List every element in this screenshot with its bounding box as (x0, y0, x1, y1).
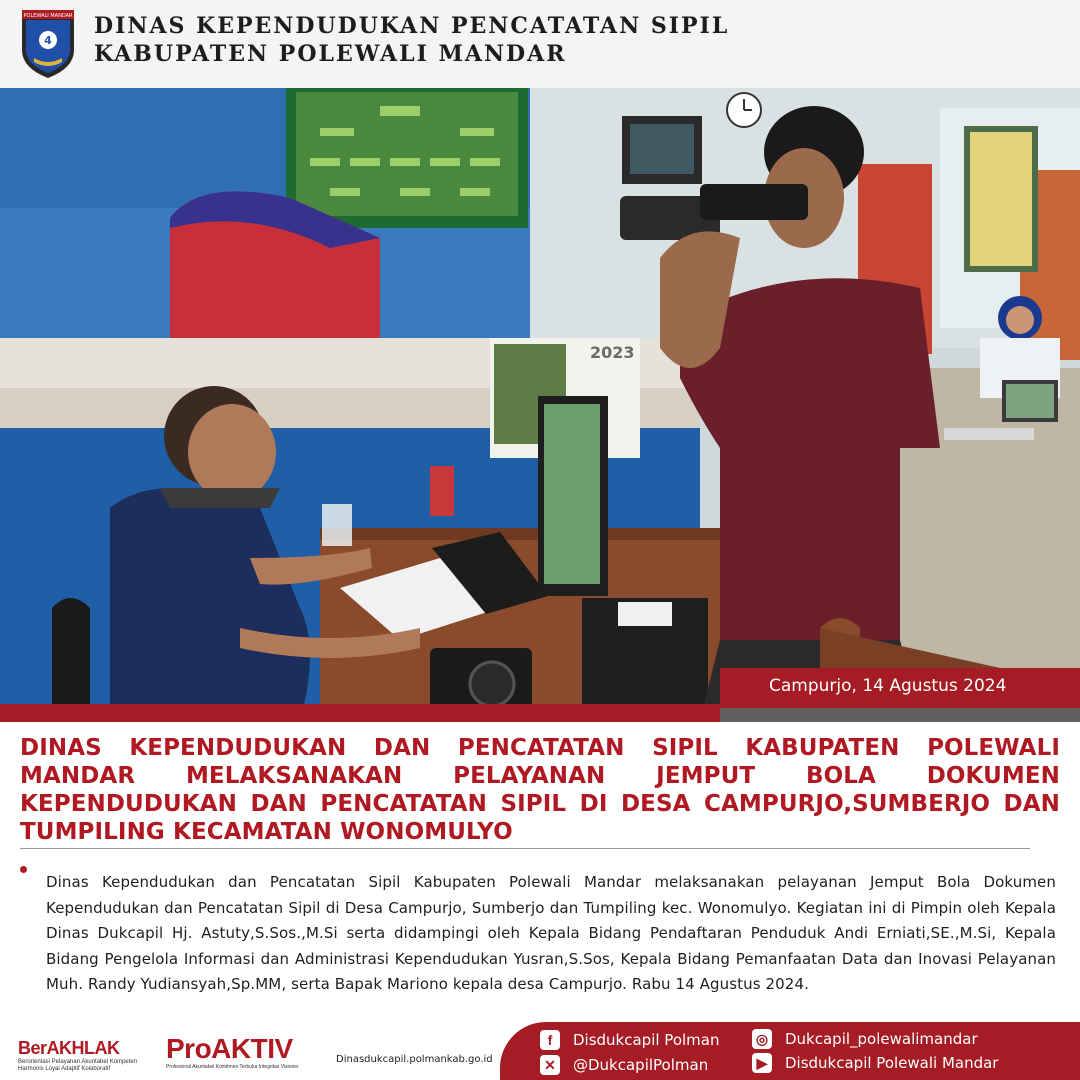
header-title-line2: KABUPATEN POLEWALI MANDAR (94, 41, 567, 67)
berakhlak-tagline: Berorientasi Pelayanan Akuntabel Kompeten Harmonis Loyal Adaptif Kolaboratif (18, 1059, 138, 1072)
proaktiv-tagline: Profesional Akuntabel Komitmen Terbuka Integritas Visioner (166, 1064, 299, 1070)
date-caption-bar (720, 668, 1080, 708)
divider (20, 848, 1030, 849)
instagram-link[interactable] (752, 1027, 978, 1051)
event-photo (0, 88, 1080, 720)
header-title-line1: DINAS KEPENDUDUKAN PENCATATAN SIPIL (94, 13, 730, 39)
calendar-year: 2023 (590, 343, 635, 362)
header (0, 0, 1080, 88)
accent-strip (0, 704, 720, 722)
youtube-handle: Disdukcapil Polewali Mandar (785, 1054, 999, 1072)
body-paragraph (46, 870, 1056, 1022)
headline-text: DINAS KEPENDUDUKAN DAN PENCATATAN SIPIL KABUPATEN POLEWALI MANDAR MELAKSANAKAN PELAYANAN JEMPUT BOLA DOKUMEN KEPENDUDUKAN DAN PENCATATAN SIPIL DI DESA CAMPURJO,SUMBERJO DAN TUMPILING KECAMATAN WONOMULYO (20, 735, 1060, 845)
x-handle: @DukcapilPolman (573, 1056, 709, 1074)
footer-logos (0, 1024, 520, 1080)
svg-text:4: 4 (44, 34, 52, 47)
instagram-icon: ◎ (752, 1029, 772, 1049)
proaktiv-logo (166, 1034, 299, 1070)
social-bar (500, 1022, 1080, 1080)
crest-logo (18, 6, 78, 80)
accent-strip-grey (720, 708, 1080, 722)
instagram-handle: Dukcapil_polewalimandar (785, 1030, 978, 1048)
x-link[interactable] (540, 1053, 708, 1077)
proaktiv-word: ProAKTIV (166, 1033, 293, 1064)
website-link[interactable]: Dinasdukcapil.polmankab.go.id (336, 1054, 493, 1065)
berakhlak-word: BerAKHLAK (18, 1038, 120, 1058)
headline (20, 734, 1060, 846)
facebook-icon: f (540, 1030, 560, 1050)
body-text: Dinas Kependudukan dan Pencatatan Sipil Kabupaten Polewali Mandar melaksanakan pelayanan Jemput Bola Dokumen Kependudukan dan Pencatatan Sipil di Desa Campurjo, Sumberjo dan Tumpiling kec. Wonomulyo. Kegiatan ini di Pimpin oleh Kepala Dinas Dukcapil Hj. Astuty,S.Sos.,M.Si serta didampingi oleh Kepala Bidang Pendaftaran Penduduk Andi Erniati,SE.,M.Si, Kepala Bidang Pengelola Informasi dan Administrasi Kependudukan Yusran,S.Sos, Kepala Bidang Pemanfaatan Data dan Inovasi Pelayanan Muh. Randy Yudiansyah,Sp.MM, serta Bapak Mariono kepala desa Campurjo. Rabu 14 Agustus 2024. (46, 873, 1056, 994)
facebook-link[interactable] (540, 1028, 719, 1052)
x-icon: ✕ (540, 1055, 560, 1075)
date-caption: Campurjo, 14 Agustus 2024 (769, 676, 1007, 696)
youtube-link[interactable] (752, 1051, 998, 1075)
berakhlak-logo (18, 1038, 148, 1073)
youtube-icon: ▶ (752, 1053, 772, 1073)
logo-text: POLEWALI MANDAR (23, 13, 73, 19)
bullet-icon (20, 866, 27, 873)
facebook-handle: Disdukcapil Polman (573, 1031, 720, 1049)
